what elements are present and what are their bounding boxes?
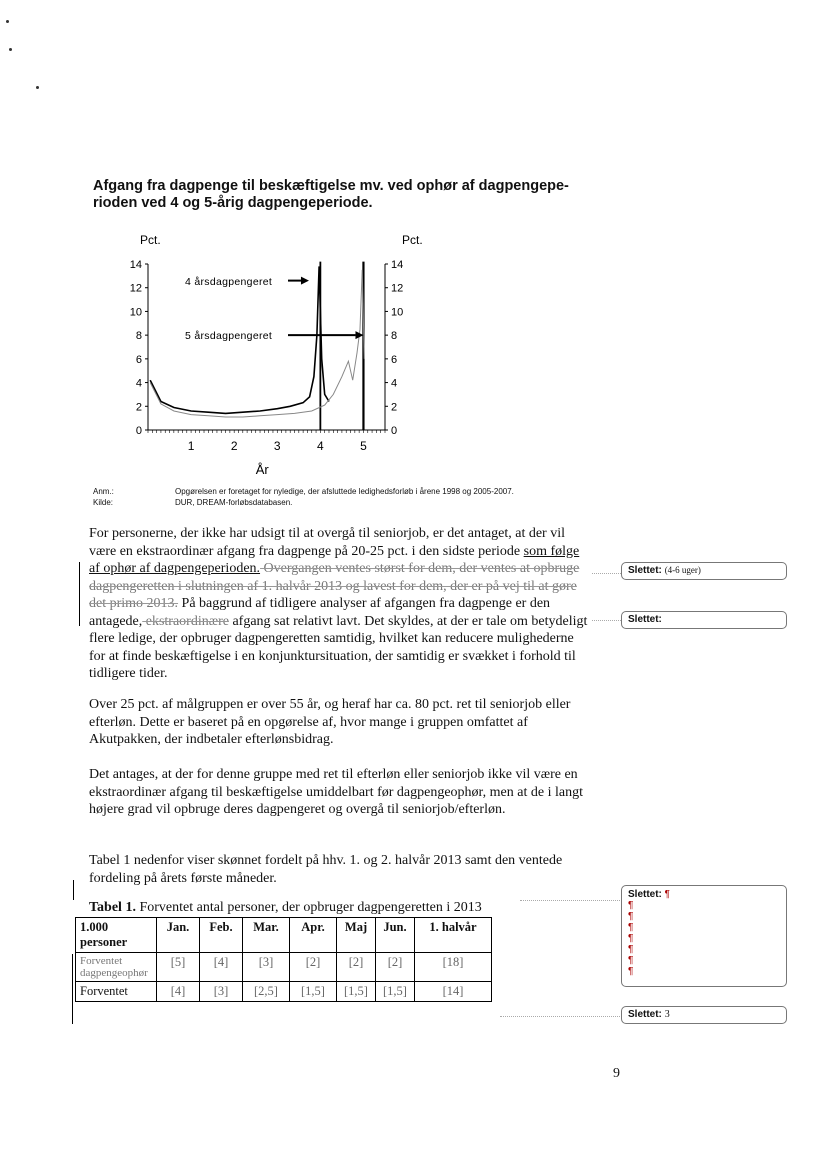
p1-text-c: På baggrund af tidligere analyser af afgangen fra dagpenge er den antagede, (89, 596, 551, 629)
table-caption (89, 900, 482, 916)
p1-text-a: For personerne, der ikke har udsigt til at overgå til seniorjob, er det antaget, at der vil være en ekstraordinær afgang fra dagpenge på 20-25 pct. i den sidste periode (89, 526, 565, 559)
table-caption-label: Tabel 1. (89, 900, 136, 915)
table-cell: [3] (243, 953, 290, 982)
y-tick-label-left: 8 (135, 330, 142, 343)
comment-connector (500, 1016, 620, 1017)
paragraph-2: Over 25 pct. af målgruppen er over 55 år, og heraf har ca. 80 pct. ret til seniorjob eller efterløn. Dette er baseret på en opgørelse af, hvor mange i gruppen omfattet af Akutpakken, der indbetaler efterlønsbidrag. (89, 697, 571, 747)
comment-2-label: Slettet: (628, 614, 662, 625)
comment-connector (520, 900, 620, 901)
y-tick-label-right: 14 (391, 259, 404, 271)
table-cell: [3] (200, 982, 243, 1002)
table-cell: [1,5] (376, 982, 415, 1002)
p1-deleted-text-2: ekstraordinære (142, 613, 229, 629)
table-header: 1. halvår (415, 918, 492, 953)
arrowhead-4yr (301, 277, 309, 285)
comment-4-label: Slettet: (628, 1009, 662, 1020)
table-cell: [14] (415, 982, 492, 1002)
y-tick-label-left: 4 (135, 377, 142, 390)
table-cell: Forventet dagpengeophør (76, 953, 157, 982)
y-tick-label-right: 0 (391, 425, 398, 437)
y-tick-label-left: 12 (129, 282, 142, 295)
anm-label: Anm.: (93, 487, 114, 496)
y-tick-label-right: 2 (391, 401, 398, 414)
scan-speck (6, 20, 9, 23)
table-cell: [2] (376, 953, 415, 982)
kilde-label: Kilde: (93, 498, 114, 507)
figure-title-line1: Afgang fra dagpenge til beskæftigelse mv. ved ophør af dagpengepe- (93, 178, 569, 194)
figure-title (93, 178, 593, 212)
y-tick-label-right: 4 (391, 377, 398, 390)
y-tick-label-right: 12 (391, 282, 404, 295)
p1-text-d: afgang sat relativt lavt. Det skyldes, at der er tale om betydeligt flere ledige, der opbruger dagpengeretten samtidig, hvilket kan reducere mulighederne for at finde beskæftigelse i en konjunktursituation, der samtidig er svækket i forhold til tidligere tider. (89, 613, 588, 681)
table-cell: [18] (415, 953, 492, 982)
y-tick-label-left: 2 (135, 401, 142, 414)
table-header-row (76, 918, 492, 953)
table-cell: [4] (157, 982, 200, 1002)
comment-1-label: Slettet: (628, 565, 662, 576)
line-chart (120, 228, 450, 478)
comment-3-marks: ¶ ¶ ¶ ¶ ¶ ¶ ¶ (628, 900, 634, 977)
comment-balloon-2[interactable] (621, 611, 787, 629)
table-header: Apr. (290, 918, 337, 953)
comment-1-text: (4-6 uger) (664, 565, 701, 575)
table-header: Maj (337, 918, 376, 953)
comment-4-text: 3 (664, 1009, 670, 1020)
table-cell: [2] (337, 953, 376, 982)
p1-deleted-text-1: Overgangen ventes størst for dem, der ventes at opbruge dagpengeretten i slutningen af 1. halvår 2013 og lavest for dem, der er på vej til at gøre det primo 2013. (89, 561, 580, 611)
y-tick-label-left: 14 (129, 259, 142, 271)
x-tick-label: 4 (317, 439, 324, 453)
table-cell: [4] (200, 953, 243, 982)
y-tick-label-right: 6 (391, 353, 398, 366)
series-line-2 (150, 270, 364, 417)
y-axis-label-right: Pct. (402, 233, 423, 247)
table-row (76, 982, 492, 1002)
figure-title-line2: rioden ved 4 og 5-årig dagpengeperiode. (93, 195, 373, 211)
table-header: Mar. (243, 918, 290, 953)
x-tick-label: 5 (360, 439, 367, 453)
kilde-text: DUR, DREAM-forløbsdatabasen. (175, 498, 293, 507)
y-tick-label-left: 10 (129, 306, 142, 319)
comment-connector (592, 620, 621, 621)
table-cell: [1,5] (337, 982, 376, 1002)
table-header: Feb. (200, 918, 243, 953)
y-tick-label-right: 10 (391, 306, 404, 319)
y-tick-label-left: 0 (135, 425, 142, 437)
scan-speck (9, 48, 12, 51)
y-tick-label-right: 8 (391, 330, 398, 343)
paragraph-1 (89, 525, 589, 683)
paragraph-4: Tabel 1 nedenfor viser skønnet fordelt på hhv. 1. og 2. halvår 2013 samt den ventede fordeling på årets første måneder. (89, 853, 563, 886)
table-cell: [2] (290, 953, 337, 982)
comment-balloon-4[interactable] (621, 1006, 787, 1024)
table-header: Jan. (157, 918, 200, 953)
anm-text: Opgørelsen er foretaget for nyledige, der afsluttede ledighedsforløb i årene 1998 og 2005-2007. (175, 487, 514, 496)
table-row (76, 953, 492, 982)
y-tick-label-left: 6 (135, 353, 142, 366)
comment-3-label: Slettet: (628, 889, 662, 900)
annotation-5yr: 5 årsdagpengeret (185, 330, 273, 343)
table-header: Jun. (376, 918, 415, 953)
page-number: 9 (613, 1066, 620, 1081)
table-cell: [5] (157, 953, 200, 982)
data-table (75, 917, 492, 1002)
scan-speck (36, 86, 39, 89)
comment-balloon-1[interactable] (621, 562, 787, 580)
annotation-4yr: 4 årsdagpengeret (185, 275, 273, 288)
table-cell: [2,5] (243, 982, 290, 1002)
x-tick-label: 2 (230, 439, 238, 453)
paragraph-3: Det antages, at der for denne gruppe med ret til efterløn eller seniorjob ikke vil være en ekstraordinær afgang til beskæftigelse umiddelbart før dagpengeophør, men at de i langt højere grad vil opbruge deres dagpengeret og overgå til seniorjob/efterløn. (89, 767, 583, 817)
table-caption-text: Forventet antal personer, der opbruger dagpengeretten i 2013 (135, 900, 482, 915)
x-tick-label: 1 (187, 439, 195, 453)
table-cell: [1,5] (290, 982, 337, 1002)
change-bar (73, 880, 74, 900)
change-bar (72, 954, 73, 1024)
change-bar (79, 562, 80, 626)
table-header: 1.000 personer (76, 918, 157, 953)
x-tick-label: 3 (273, 439, 281, 453)
p1-text-b: som følge af ophør af dagpengeperioden. (89, 543, 580, 576)
table-cell: Forventet (76, 982, 157, 1002)
comment-connector (592, 573, 621, 574)
y-axis-label-left: Pct. (140, 233, 161, 247)
x-axis-label: År (255, 462, 269, 477)
comment-balloon-3[interactable]: Slettet: ¶ ¶ ¶ ¶ ¶ ¶ ¶ ¶ (621, 885, 787, 987)
